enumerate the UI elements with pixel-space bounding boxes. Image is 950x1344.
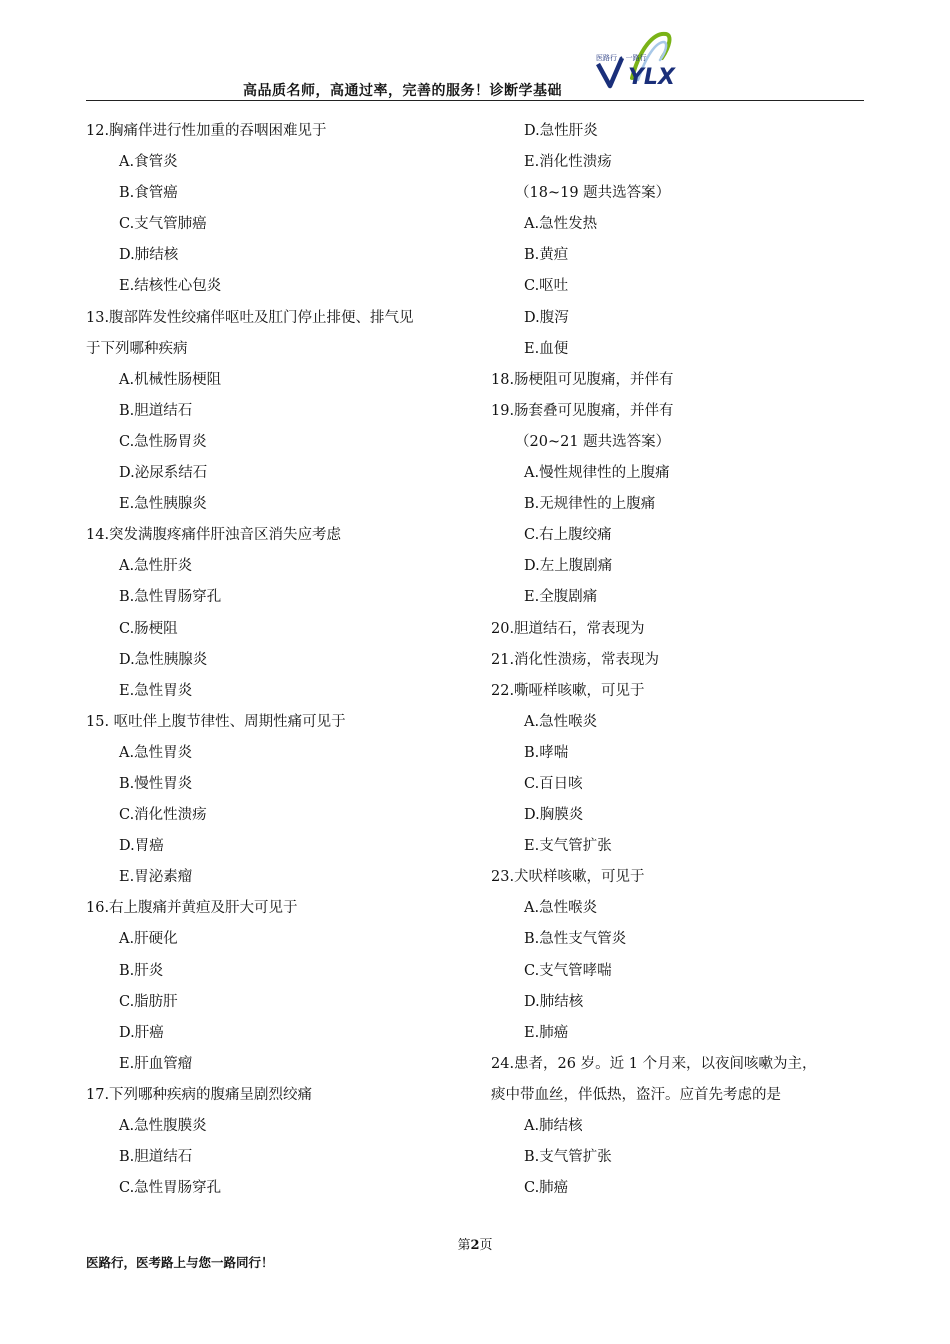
answer-option: C.右上腹绞痛 bbox=[524, 527, 612, 544]
answer-option: E.肝血管瘤 bbox=[119, 1055, 193, 1072]
answer-option: E.消化性溃疡 bbox=[524, 154, 612, 171]
page-prefix: 第 bbox=[457, 1238, 471, 1253]
question-text: 16.右上腹痛并黄疸及肝大可见于 bbox=[86, 900, 298, 917]
header-divider bbox=[86, 100, 864, 101]
answer-option: E.肺癌 bbox=[524, 1024, 569, 1041]
answer-option: E.全腹剧痛 bbox=[524, 589, 598, 606]
answer-option: B.无规律性的上腹痛 bbox=[524, 496, 656, 513]
group-note: （20~21 题共选答案） bbox=[515, 433, 671, 450]
answer-option: A.肝硬化 bbox=[119, 931, 178, 948]
question-text: 12.胸痛伴进行性加重的吞咽困难见于 bbox=[86, 123, 327, 139]
question-text: 19.肠套叠可见腹痛，并伴有 bbox=[491, 402, 674, 419]
answer-option: E.胃泌素瘤 bbox=[119, 869, 193, 886]
answer-option: A.急性肝炎 bbox=[119, 558, 193, 575]
answer-option: B.支气管扩张 bbox=[524, 1149, 612, 1166]
answer-option: A.急性腹膜炎 bbox=[119, 1118, 207, 1134]
question-text: 21.消化性溃疡，常表现为 bbox=[491, 651, 660, 668]
header-slogan: 高品质名师，高通过率，完善的服务！诊断学基础 bbox=[243, 83, 562, 99]
page-header bbox=[86, 28, 864, 102]
right-column bbox=[491, 116, 871, 1204]
page-number-value: 2 bbox=[470, 1238, 480, 1253]
logo-small-text: 医路行 • 一路行 bbox=[596, 54, 647, 62]
answer-option: D.肺结核 bbox=[524, 993, 584, 1010]
question-text: 痰中带血丝，伴低热，盗汗。应首先考虑的是 bbox=[491, 1086, 781, 1103]
answer-option: B.肝炎 bbox=[119, 962, 164, 979]
answer-option: D.左上腹剧痛 bbox=[524, 558, 613, 575]
ylx-logo bbox=[592, 28, 702, 92]
answer-option: D.胸膜炎 bbox=[524, 807, 584, 824]
answer-option: A.食管炎 bbox=[119, 154, 178, 171]
answer-option: A.肺结核 bbox=[524, 1118, 583, 1134]
answer-option: D.胃癌 bbox=[119, 838, 164, 855]
answer-option: C.脂肪肝 bbox=[119, 993, 178, 1010]
page-number bbox=[0, 1234, 950, 1253]
question-text: 23.犬吠样咳嗽，可见于 bbox=[491, 869, 645, 886]
answer-option: C.支气管肺癌 bbox=[119, 216, 207, 233]
answer-option: C.百日咳 bbox=[524, 775, 583, 792]
answer-option: D.泌尿系结石 bbox=[119, 465, 208, 482]
answer-option: C.消化性溃疡 bbox=[119, 807, 207, 824]
answer-option: C.呕吐 bbox=[524, 278, 569, 295]
question-text: 18.肠梗阻可见腹痛，并伴有 bbox=[491, 371, 674, 388]
answer-option: B.黄疸 bbox=[524, 247, 569, 264]
answer-option: E.血便 bbox=[524, 340, 569, 357]
question-text: 13.腹部阵发性绞痛伴呕吐及肛门停止排便、排气见 bbox=[86, 309, 414, 326]
answer-option: D.急性肝炎 bbox=[524, 123, 598, 139]
answer-option: D.肺结核 bbox=[119, 247, 179, 264]
answer-option: A.机械性肠梗阻 bbox=[119, 371, 222, 388]
answer-option: A.急性喉炎 bbox=[524, 713, 598, 730]
question-text: 17.下列哪种疾病的腹痛呈剧烈绞痛 bbox=[86, 1086, 313, 1103]
group-note: （18~19 题共选答案） bbox=[515, 185, 671, 202]
left-column bbox=[86, 116, 466, 1204]
answer-option: A.急性发热 bbox=[524, 216, 598, 233]
question-text: 20.胆道结石，常表现为 bbox=[491, 620, 645, 637]
footer-motto: 医路行，医考路上与您一路同行！ bbox=[86, 1255, 274, 1270]
answer-option: C.肠梗阻 bbox=[119, 620, 178, 637]
answer-option: B.胆道结石 bbox=[119, 402, 193, 419]
answer-option: B.急性胃肠穿孔 bbox=[119, 589, 222, 606]
question-text: 24.患者，26 岁。近 1 个月来，以夜间咳嗽为主， bbox=[491, 1055, 817, 1072]
question-text: 15. 呕吐伴上腹节律性、周期性痛可见于 bbox=[86, 713, 346, 730]
answer-option: E.支气管扩张 bbox=[524, 838, 612, 855]
answer-option: B.慢性胃炎 bbox=[119, 775, 193, 792]
answer-option: B.急性支气管炎 bbox=[524, 931, 627, 948]
answer-option: E.急性胰腺炎 bbox=[119, 496, 207, 513]
answer-option: C.肺癌 bbox=[524, 1180, 569, 1197]
logo-text: YLX bbox=[628, 65, 675, 90]
answer-option: C.急性肠胃炎 bbox=[119, 433, 207, 450]
answer-option: E.急性胃炎 bbox=[119, 682, 193, 699]
answer-option: A.急性胃炎 bbox=[119, 744, 193, 761]
question-text: 于下列哪种疾病 bbox=[86, 340, 188, 357]
question-text: 14.突发满腹疼痛伴肝浊音区消失应考虑 bbox=[86, 527, 342, 544]
answer-option: B.胆道结石 bbox=[119, 1149, 193, 1166]
logo-v-mark bbox=[598, 58, 622, 86]
answer-option: A.急性喉炎 bbox=[524, 900, 598, 917]
page-suffix: 页 bbox=[479, 1238, 493, 1253]
answer-option: A.慢性规律性的上腹痛 bbox=[524, 465, 670, 482]
answer-option: D.急性胰腺炎 bbox=[119, 651, 208, 668]
answer-option: D.肝癌 bbox=[119, 1024, 164, 1041]
answer-option: E.结核性心包炎 bbox=[119, 278, 222, 295]
answer-option: C.支气管哮喘 bbox=[524, 962, 612, 979]
answer-option: D.腹泻 bbox=[524, 309, 569, 326]
question-text: 22.嘶哑样咳嗽，可见于 bbox=[491, 682, 645, 699]
answer-option: C.急性胃肠穿孔 bbox=[119, 1180, 222, 1197]
answer-option: B.食管癌 bbox=[119, 185, 178, 202]
answer-option: B.哮喘 bbox=[524, 744, 569, 761]
